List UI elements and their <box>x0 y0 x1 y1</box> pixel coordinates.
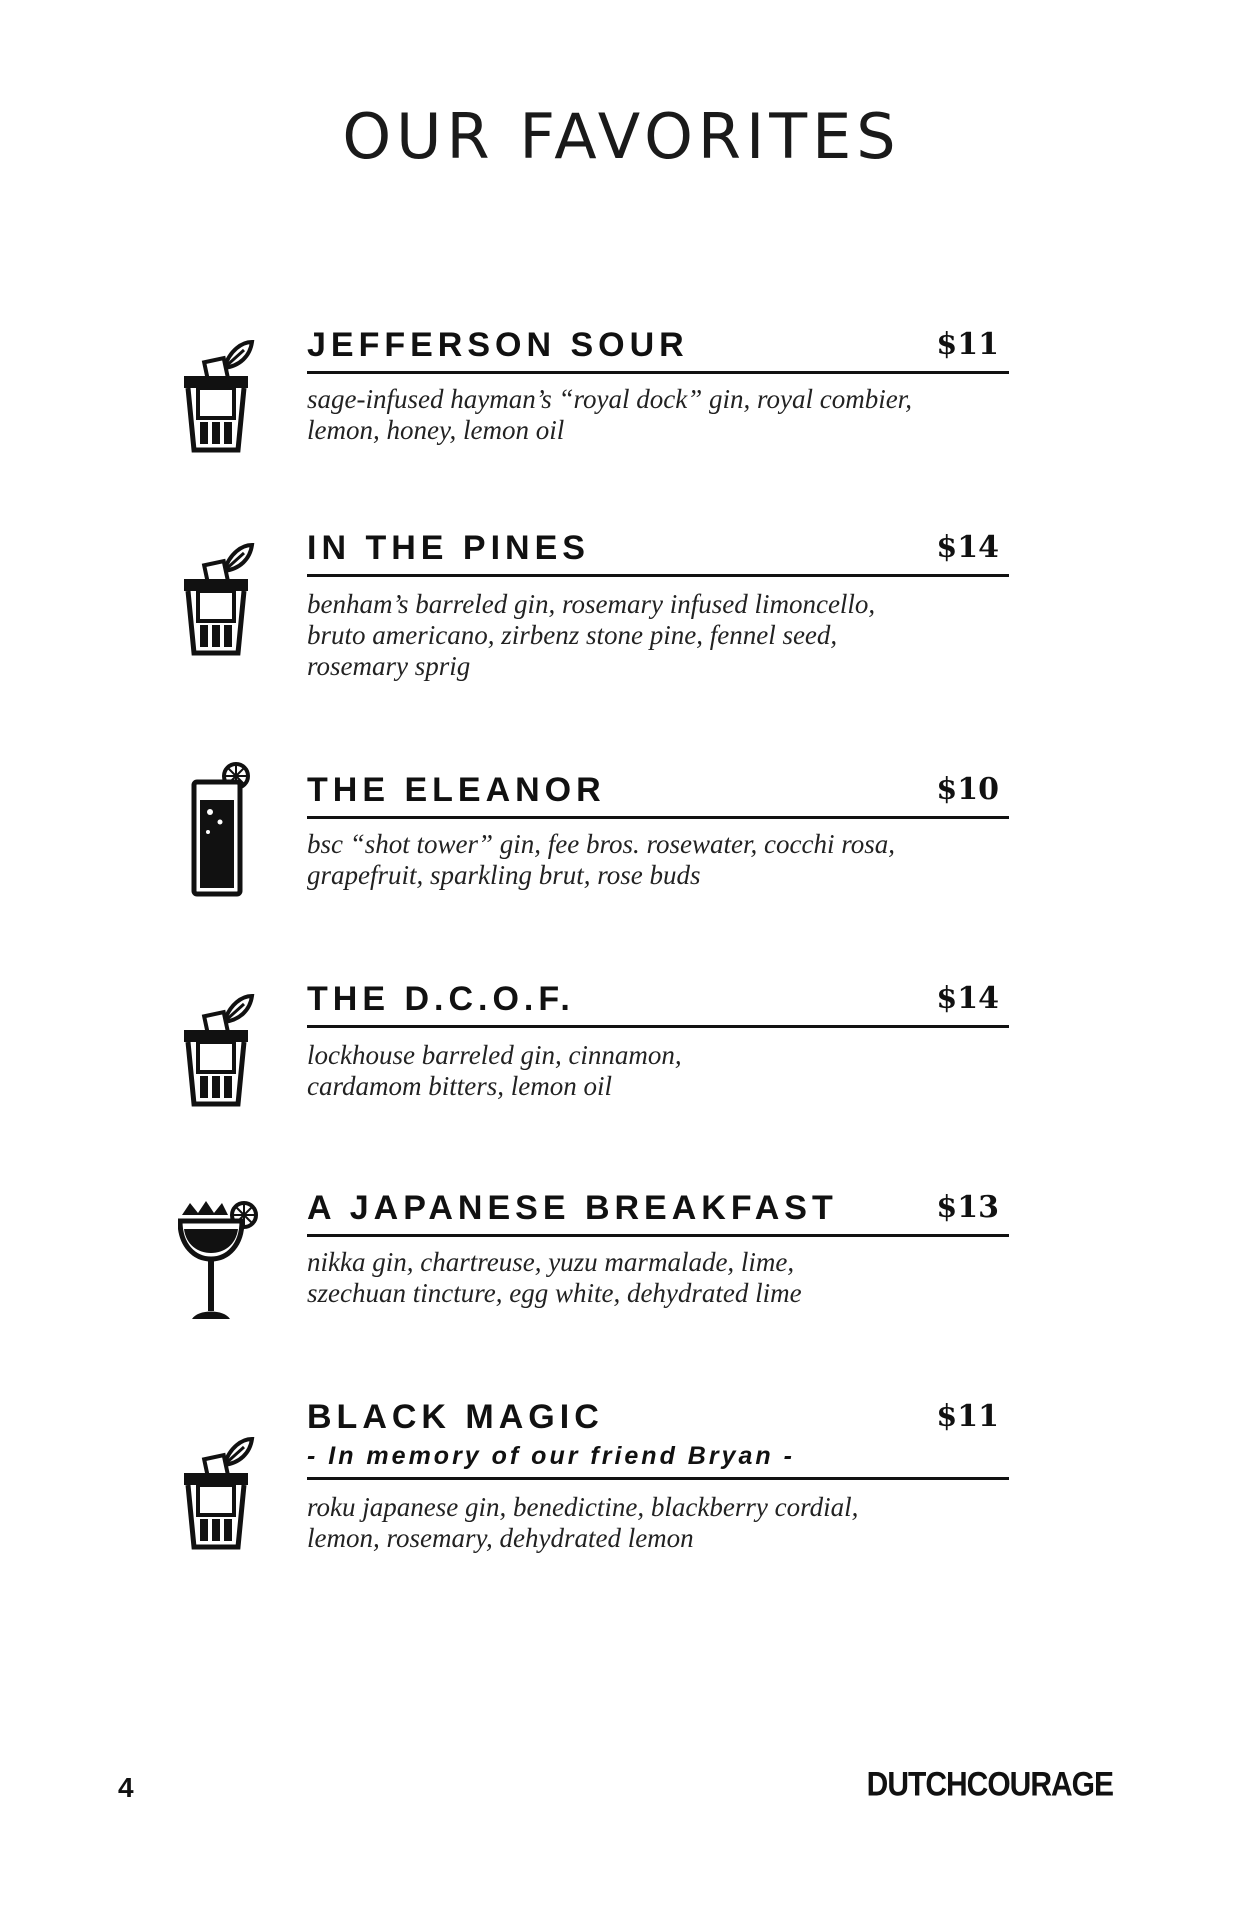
item-price: $11 <box>936 1399 999 1434</box>
item-heading <box>307 325 1009 374</box>
brand-logo: DUTCHCOURAGE <box>866 1765 1113 1804</box>
item-name: THE ELEANOR <box>307 771 606 809</box>
item-heading <box>307 1397 1009 1480</box>
item-price: $13 <box>936 1190 999 1225</box>
item-price: $14 <box>936 530 999 565</box>
item-subtitle: - In memory of our friend Bryan - <box>307 1442 795 1470</box>
rocks-glass-icon <box>180 1427 260 1567</box>
page-title: OUR FAVORITES <box>342 100 901 173</box>
item-heading <box>307 528 1009 577</box>
item-heading <box>307 979 1009 1028</box>
item-name: A JAPANESE BREAKFAST <box>307 1189 838 1227</box>
item-description: roku japanese gin, benedictine, blackberry cordial, lemon, rosemary, dehydrated lemon <box>307 1492 859 1553</box>
item-description: benham’s barreled gin, rosemary infused limoncello, bruto americano, zirbenz stone pine, fennel seed, rosemary sprig <box>307 589 876 681</box>
item-heading <box>307 1188 1009 1237</box>
item-name: JEFFERSON SOUR <box>307 326 689 364</box>
item-description: lockhouse barreled gin, cinnamon, cardamom bitters, lemon oil <box>307 1040 682 1101</box>
item-description: bsc “shot tower” gin, fee bros. rosewater, cocchi rosa, grapefruit, sparkling brut, rose buds <box>307 829 895 890</box>
rocks-glass-icon <box>180 330 260 470</box>
coupe-glass-icon <box>178 1193 264 1333</box>
item-description: sage-infused hayman’s “royal dock” gin, royal combier, lemon, honey, lemon oil <box>307 384 912 445</box>
item-heading <box>307 770 1009 819</box>
item-description: nikka gin, chartreuse, yuzu marmalade, lime, szechuan tincture, egg white, dehydrated lime <box>307 1247 802 1308</box>
rocks-glass-icon <box>180 984 260 1124</box>
item-price: $10 <box>936 772 999 807</box>
item-name: THE D.C.O.F. <box>307 980 575 1018</box>
item-name: BLACK MAGIC <box>307 1398 604 1436</box>
item-price: $14 <box>936 981 999 1016</box>
item-price: $11 <box>936 327 999 362</box>
page-number: 4 <box>118 1772 134 1803</box>
highball-glass-icon <box>186 760 256 900</box>
item-name: IN THE PINES <box>307 529 590 567</box>
rocks-glass-icon <box>180 533 260 673</box>
